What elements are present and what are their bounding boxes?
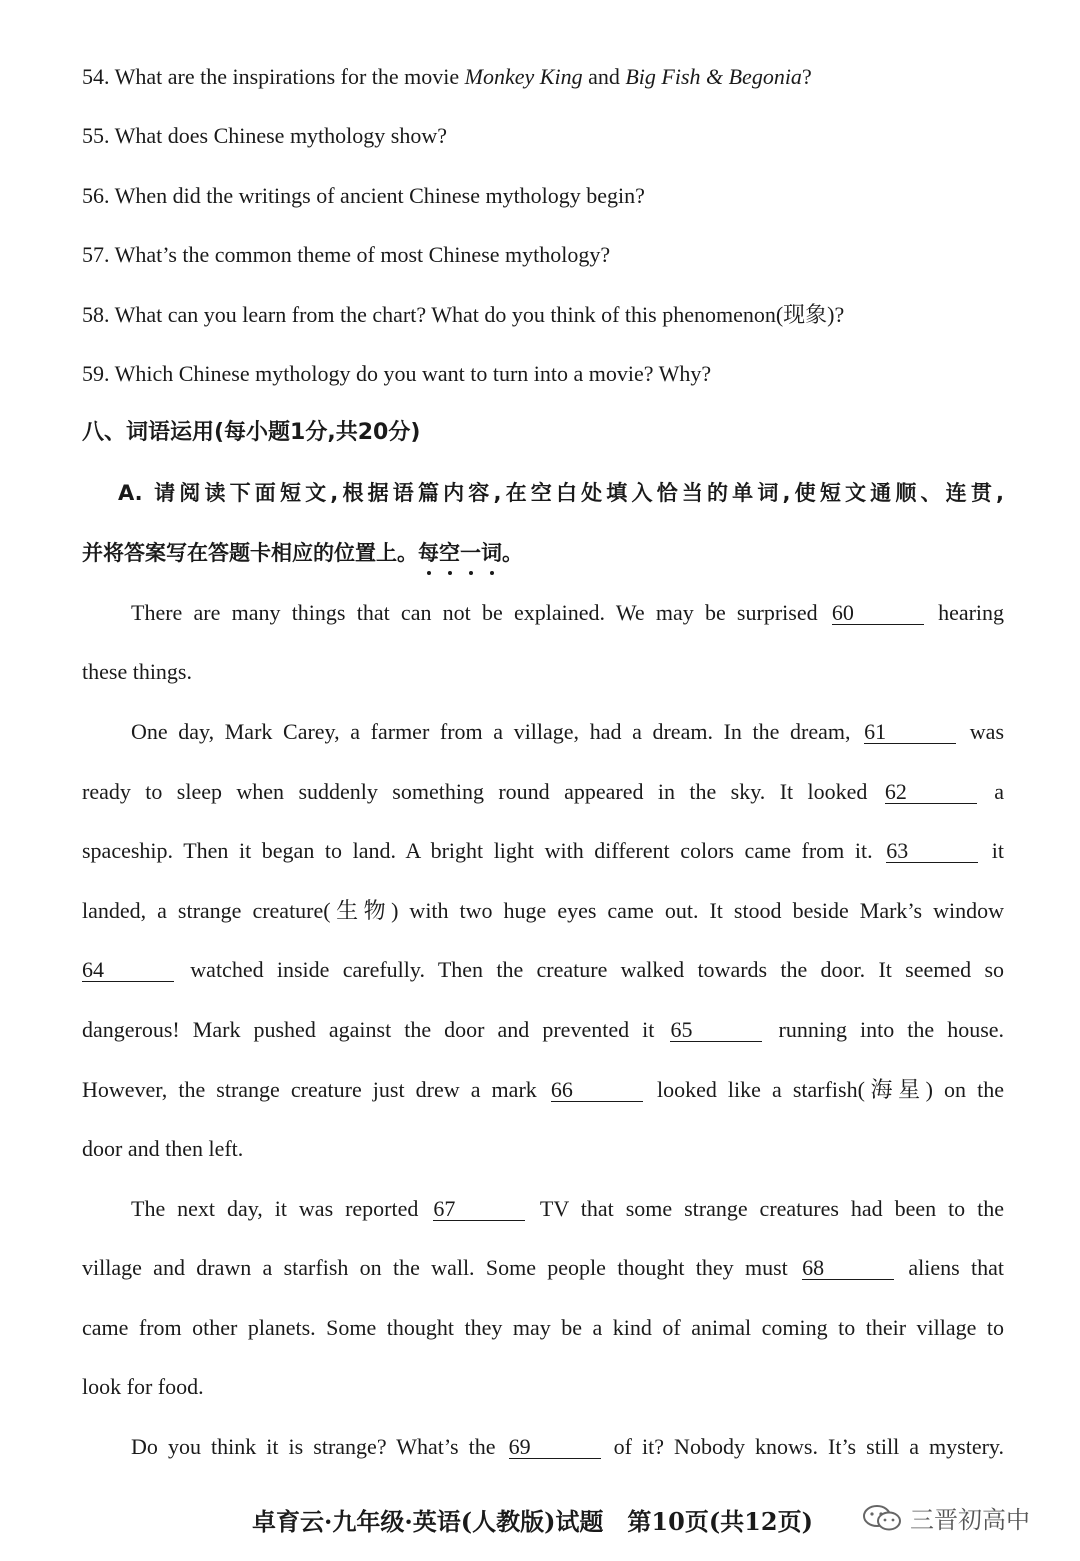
footer-text: 卓育云·九年级·英语(人教版)试题 第10页(共12页) [252,1507,813,1536]
question-54: 54. What are the inspirations for the movie Monkey King and Big Fish & Begonia? [82,64,812,89]
passage-line: look for food. [82,1374,204,1399]
blank-60[interactable]: 60 [832,602,924,625]
passage-line: ready to sleep when suddenly something round appeared in the sky. It looked 62 a [82,779,1004,804]
question-57: 57. What’s the common theme of most Chinese mythology? [82,242,611,267]
question-58: 58. What can you learn from the chart? What do you think of this phenomenon(现象)? [82,302,845,327]
emphasis-char: 一 [460,541,481,565]
blank-63[interactable]: 63 [886,840,978,863]
passage-line: landed, a strange creature(生物) with two huge eyes came out. It stood beside Mark’s window [82,898,1004,923]
emphasis-char: 词 [481,541,502,565]
passage-line: village and drawn a starfish on the wall. Some people thought they must 68 aliens that [82,1255,1004,1280]
passage-line: came from other planets. Some thought they may be a kind of animal coming to their village to [82,1315,1004,1340]
emphasis-char: 每 [418,541,439,565]
passage-line: 64 watched inside carefully. Then the creature walked towards the door. It seemed so [82,957,1005,982]
passage-line: One day, Mark Carey, a farmer from a village, had a dream. In the dream, 61 was [131,719,1005,744]
passage-line: There are many things that can not be explained. We may be surprised 60 hearing [131,600,1005,625]
blank-69[interactable]: 69 [509,1436,601,1459]
movie-title-big-fish: Big Fish & Begonia [625,64,802,89]
emphasis-char: 空 [439,541,460,565]
blank-61[interactable]: 61 [864,721,956,744]
passage-line: dangerous! Mark pushed against the door and prevented it 65 running into the house. [82,1017,1005,1042]
passage-line: Do you think it is strange? What’s the 69 of it? Nobody knows. It’s still a mystery. [131,1434,1005,1459]
blank-67[interactable]: 67 [433,1198,525,1221]
blank-62[interactable]: 62 [885,781,977,804]
section-instruction-line1: A. 请阅读下面短文,根据语篇内容,在空白处填入恰当的单词,使短文通顺、连贯, [118,481,1004,505]
watermark [862,1500,1030,1535]
blank-65[interactable]: 65 [670,1019,762,1042]
page-footer [0,1500,1080,1540]
passage-line: door and then left. [82,1136,244,1161]
passage-line: The next day, it was reported 67 TV that some strange creatures had been to the [131,1196,1005,1221]
blank-64[interactable]: 64 [82,959,174,982]
wechat-icon [862,1503,904,1533]
passage-line: However, the strange creature just drew a mark 66 looked like a starfish(海星) on the [82,1077,1005,1102]
section-instruction-line2: 并将答案写在答题卡相应的位置上。每空一词。 [82,541,523,565]
question-59: 59. Which Chinese mythology do you want to turn into a movie? Why? [82,361,712,386]
question-55: 55. What does Chinese mythology show? [82,123,447,148]
watermark-text: 三晋初高中 [910,1506,1030,1534]
passage-line: spaceship. Then it began to land. A bright light with different colors came from it. 63 it [82,838,1004,863]
blank-66[interactable]: 66 [551,1079,643,1102]
blank-68[interactable]: 68 [802,1257,894,1280]
question-56: 56. When did the writings of ancient Chinese mythology begin? [82,183,645,208]
movie-title-monkey-king: Monkey King [464,64,583,89]
section-title: 八、词语运用(每小题1分,共20分) [82,420,421,445]
passage-line: these things. [82,659,192,684]
